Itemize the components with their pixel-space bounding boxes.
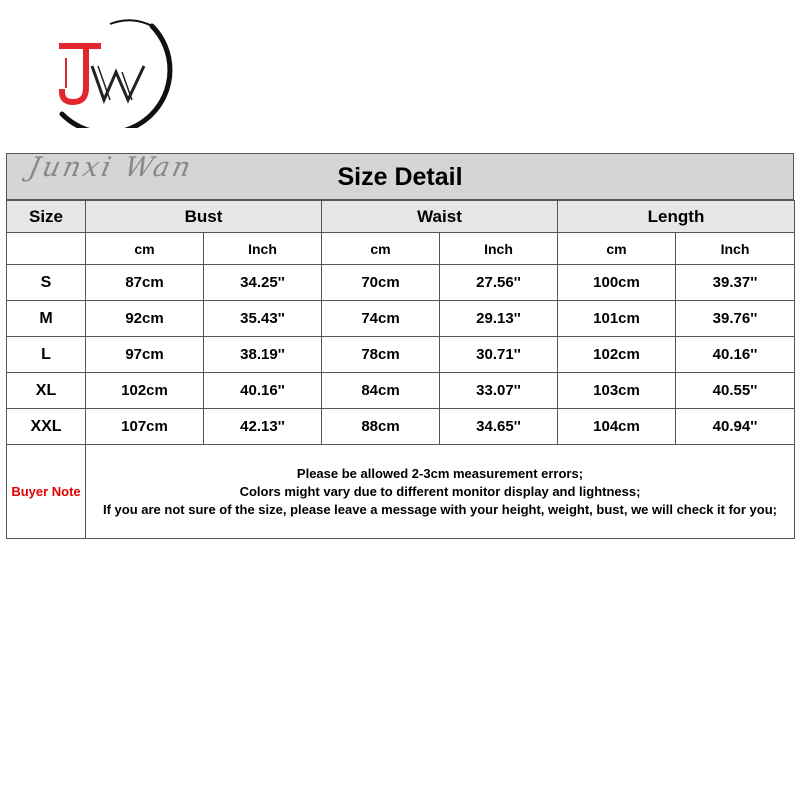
unit-cell: Inch bbox=[204, 233, 322, 265]
size-cell: XXL bbox=[7, 409, 86, 445]
value-cell: 42.13'' bbox=[204, 409, 322, 445]
note-line: If you are not sure of the size, please leave a message with your height, weight, bust, we will check it for you; bbox=[102, 501, 777, 517]
value-cell: 33.07'' bbox=[440, 373, 558, 409]
value-cell: 101cm bbox=[558, 301, 676, 337]
value-cell: 104cm bbox=[558, 409, 676, 445]
value-cell: 27.56'' bbox=[440, 265, 558, 301]
brand-watermark: Junxi Wan bbox=[25, 152, 197, 183]
value-cell: 84cm bbox=[322, 373, 440, 409]
unit-header-row bbox=[7, 233, 795, 265]
size-chart bbox=[6, 153, 794, 538]
table-row bbox=[7, 337, 795, 373]
value-cell: 40.16'' bbox=[204, 373, 322, 409]
unit-cell: cm bbox=[86, 233, 204, 265]
table-row bbox=[7, 265, 795, 301]
value-cell: 107cm bbox=[86, 409, 204, 445]
value-cell: 78cm bbox=[322, 337, 440, 373]
value-cell: 30.71'' bbox=[440, 337, 558, 373]
value-cell: 103cm bbox=[558, 373, 676, 409]
group-header-row bbox=[7, 201, 795, 233]
brand-logo bbox=[40, 18, 175, 128]
blank-cell bbox=[7, 233, 86, 265]
value-cell: 92cm bbox=[86, 301, 204, 337]
value-cell: 34.25'' bbox=[204, 265, 322, 301]
value-cell: 70cm bbox=[322, 265, 440, 301]
size-cell: L bbox=[7, 337, 86, 373]
value-cell: 102cm bbox=[558, 337, 676, 373]
note-line: Please be allowed 2-3cm measurement errors; bbox=[296, 465, 584, 481]
size-header: Size bbox=[7, 201, 86, 233]
value-cell: 35.43'' bbox=[204, 301, 322, 337]
unit-cell: Inch bbox=[440, 233, 558, 265]
size-cell: XL bbox=[7, 373, 86, 409]
buyer-note-label: Buyer Note bbox=[7, 445, 86, 539]
value-cell: 74cm bbox=[322, 301, 440, 337]
buyer-note-text bbox=[86, 445, 795, 539]
value-cell: 39.37'' bbox=[676, 265, 795, 301]
unit-cell: cm bbox=[322, 233, 440, 265]
value-cell: 102cm bbox=[86, 373, 204, 409]
value-cell: 97cm bbox=[86, 337, 204, 373]
size-table bbox=[6, 200, 795, 539]
value-cell: 40.55'' bbox=[676, 373, 795, 409]
unit-cell: Inch bbox=[676, 233, 795, 265]
size-cell: S bbox=[7, 265, 86, 301]
unit-cell: cm bbox=[558, 233, 676, 265]
bust-header: Bust bbox=[86, 201, 322, 233]
value-cell: 100cm bbox=[558, 265, 676, 301]
value-cell: 38.19'' bbox=[204, 337, 322, 373]
title-bar bbox=[6, 153, 794, 200]
value-cell: 88cm bbox=[322, 409, 440, 445]
buyer-note-row bbox=[7, 445, 795, 539]
value-cell: 87cm bbox=[86, 265, 204, 301]
value-cell: 40.16'' bbox=[676, 337, 795, 373]
waist-header: Waist bbox=[322, 201, 558, 233]
value-cell: 40.94'' bbox=[676, 409, 795, 445]
length-header: Length bbox=[558, 201, 795, 233]
value-cell: 34.65'' bbox=[440, 409, 558, 445]
value-cell: 39.76'' bbox=[676, 301, 795, 337]
value-cell: 29.13'' bbox=[440, 301, 558, 337]
table-row bbox=[7, 301, 795, 337]
chart-title: Size Detail bbox=[337, 163, 463, 191]
table-row bbox=[7, 409, 795, 445]
table-row bbox=[7, 373, 795, 409]
note-line: Colors might vary due to different monitor display and lightness; bbox=[239, 483, 641, 499]
size-cell: M bbox=[7, 301, 86, 337]
